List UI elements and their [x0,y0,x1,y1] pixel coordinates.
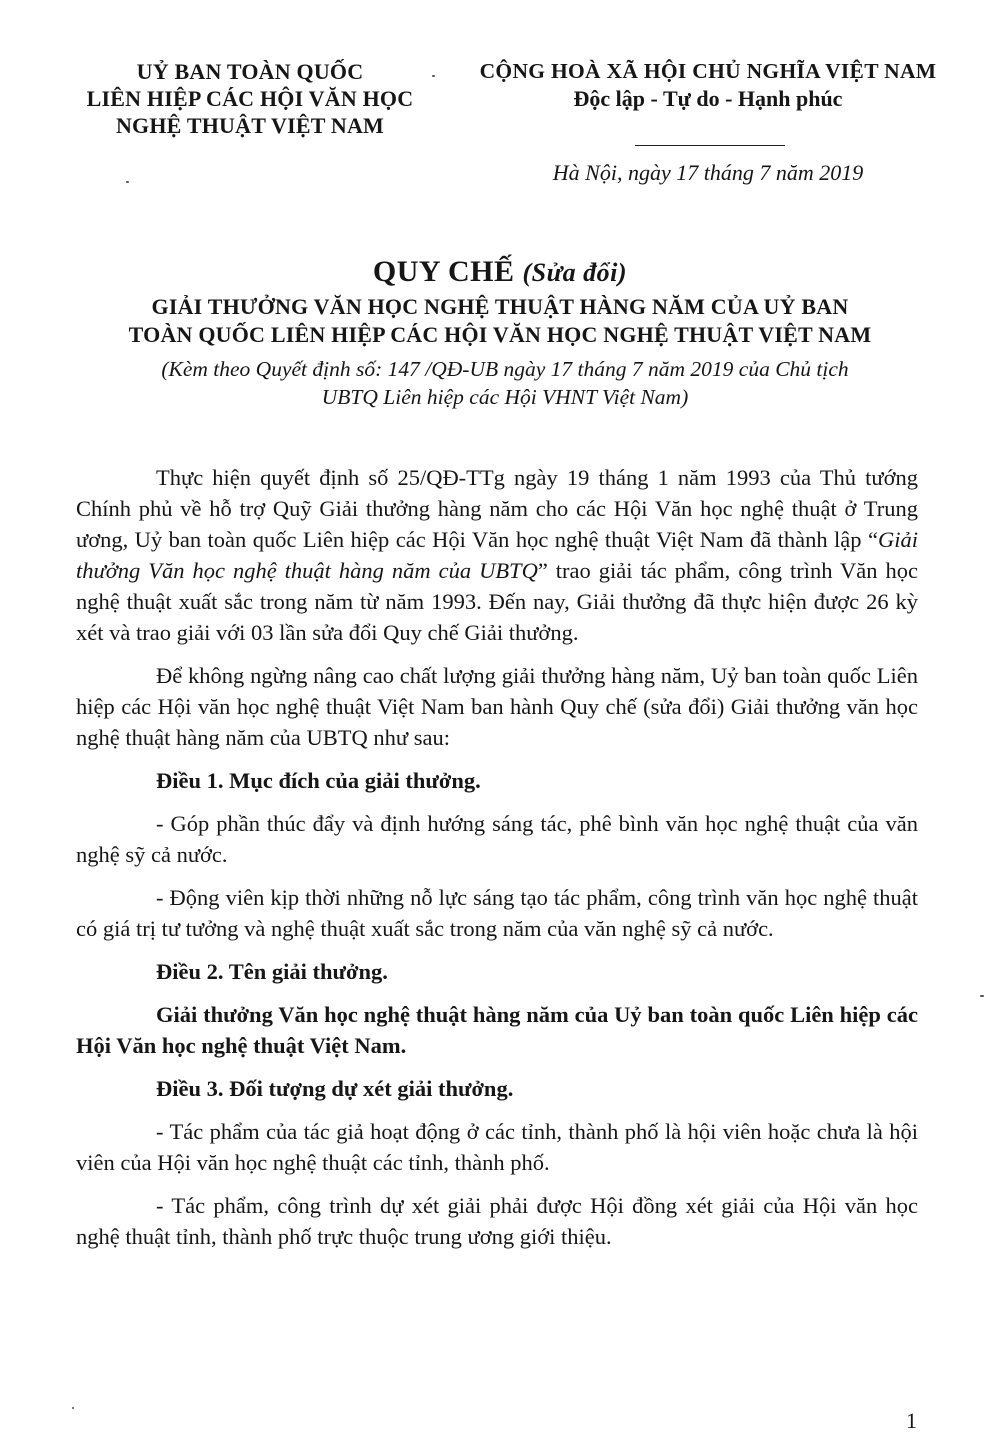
article-3-heading: Điều 3. Đối tượng dự xét giải thưởng. [156,1076,514,1101]
attachment-line-1: (Kèm theo Quyết định số: 147 /QĐ-UB ngày 17 tháng 7 năm 2019 của Chủ tịch [161,357,849,381]
org-line-1: UỶ BAN TOÀN QUỐC [136,59,364,84]
article-2-text: Giải thưởng Văn học nghệ thuật hàng năm của Uỷ ban toàn quốc Liên hiệp các Hội Văn học nghệ thuật Việt Nam. [76,1002,918,1058]
intro-1-part-b: ” trao giải tác phẩm, công trình Văn học nghệ thuật xuất sắc trong năm từ năm 1993. Đến nay, Giải thưởng đã thực hiện được 26 kỳ xét và trao giải với 03 lần sửa đổi Quy chế Giải thưởng. [76,558,918,645]
dateline: Hà Nội, ngày 17 tháng 7 năm 2019 [552,160,864,185]
document-title [0,252,1000,349]
title-main-line [0,252,1000,293]
attachment-line-2: UBTQ Liên hiệp các Hội VHNT Việt Nam) [321,385,689,409]
title-line-2: TOÀN QUỐC LIÊN HIỆP CÁC HỘI VĂN HỌC NGHỆ THUẬT VIỆT NAM [128,322,872,347]
nation-name: CỘNG HOÀ XÃ HỘI CHỦ NGHĨA VIỆT NAM [479,59,937,83]
org-line-2: LIÊN HIỆP CÁC HỘI VĂN HỌC [86,86,414,111]
article-3-item-1: - Tác phẩm của tác giả hoạt động ở các tỉnh, thành phố là hội viên hoặc chưa là hội viên của Hội văn học nghệ thuật các tỉnh, thành phố. [76,1119,918,1175]
intro-paragraph-2: Để không ngừng nâng cao chất lượng giải thưởng hàng năm, Uỷ ban toàn quốc Liên hiệp các Hội văn học nghệ thuật Việt Nam ban hành Quy chế (sửa đổi) Giải thưởng văn học nghệ thuật hàng năm của UBTQ như sau: [76,663,918,750]
intro-1-part-a: Thực hiện quyết định số 25/QĐ-TTg ngày 19 tháng 1 năm 1993 của Thủ tướng Chính phủ về hỗ trợ Quỹ Giải thưởng hàng năm cho các Hội Văn học nghệ thuật ở Trung ương, Uỷ ban toàn quốc Liên hiệp các Hội Văn học nghệ thuật Việt Nam đã thành lập “ [76,465,918,552]
org-line-3: NGHỆ THUẬT VIỆT NAM [115,113,385,138]
scan-speck [980,995,984,997]
document-body [76,462,918,1264]
title-main: QUY CHẾ [372,255,515,288]
page-number: 1 [906,1408,917,1433]
scan-speck [126,181,129,183]
article-1-heading: Điều 1. Mục đích của giải thưởng. [156,768,481,793]
award-name-italic: Giải thưởng Văn học nghệ thuật hàng năm của UBTQ [76,527,918,583]
title-line-1: GIẢI THƯỞNG VĂN HỌC NGHỆ THUẬT HÀNG NĂM CỦA UỶ BAN [151,294,849,319]
motto-underline [635,145,785,146]
intro-paragraph-1 [76,462,918,648]
article-1-item-1: - Góp phần thúc đẩy và định hướng sáng tác, phê bình văn học nghệ thuật của văn nghệ sỹ cả nước. [76,811,918,867]
national-motto: Độc lập - Tự do - Hạnh phúc [573,86,843,111]
scan-speck [432,75,435,77]
article-3-item-2: - Tác phẩm, công trình dự xét giải phải được Hội đồng xét giải của Hội văn học nghệ thuật tỉnh, thành phố trực thuộc trung ương giới thiệu. [76,1193,918,1249]
scan-speck [72,1407,74,1409]
article-2-heading: Điều 2. Tên giải thưởng. [156,959,388,984]
national-header [438,58,978,113]
article-1-item-2: - Động viên kịp thời những nỗ lực sáng tạo tác phẩm, công trình văn học nghệ thuật có giá trị tư tưởng và nghệ thuật xuất sắc trong năm của văn nghệ sỹ cả nước. [76,885,918,941]
issuing-organization [40,58,460,139]
title-qualifier: (Sửa đổi) [522,258,628,287]
attachment-note [80,355,930,411]
